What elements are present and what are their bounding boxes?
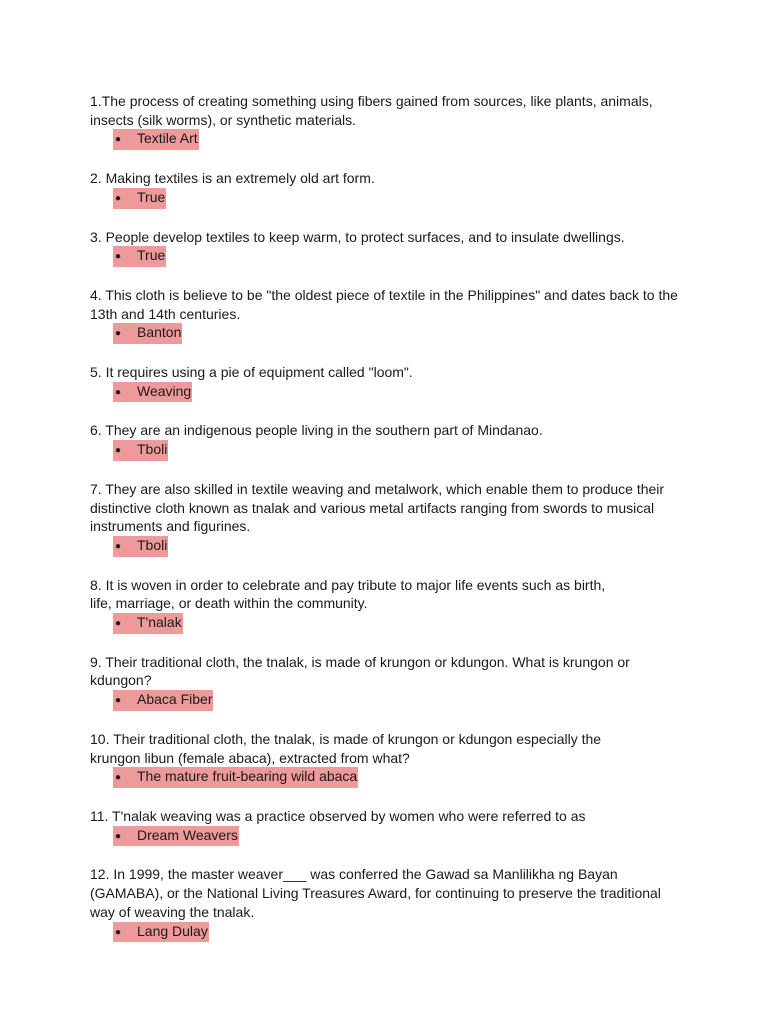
answer-highlight [113,536,168,557]
question-line: kdungon? [90,672,152,689]
answer-item [113,613,690,634]
answer-highlight [113,613,183,634]
question-line: 3. People develop textiles to keep warm, to protect surfaces, and to insulate dwellings. [90,228,625,245]
question-line: 12. In 1999, the master weaver___ was conferred the Gawad sa Manlilikha ng Bayan [90,866,618,883]
question-block [90,286,690,344]
answer-highlight [113,382,192,403]
quiz-document [90,92,690,961]
answer-item [113,536,690,557]
bullet-icon: ● [115,386,122,398]
answer-list [90,382,690,403]
question-text [90,92,690,129]
question-block [90,576,690,634]
answer-item [113,382,690,403]
answer-text: Abaca Fiber [137,691,213,708]
answer-item [113,922,690,943]
question-block [90,169,690,208]
answer-highlight [113,323,182,344]
bullet-icon: ● [115,134,122,146]
answer-list [90,690,690,711]
question-line: 1.The process of creating something using fibers gained from sources, like plants, animals, [90,93,653,109]
question-line: 7. They are also skilled in textile weaving and metalwork, which enable them to produce their [90,480,665,497]
bullet-icon: ● [115,695,122,707]
question-line: 10. Their traditional cloth, the tnalak, is made of krungon or kdungon especially the [90,730,602,747]
answer-text: Dream Weavers [137,826,238,843]
question-block [90,363,690,402]
question-block [90,865,690,942]
answer-highlight [113,922,209,943]
question-text [90,169,690,188]
answer-item [113,246,690,267]
question-block [90,653,690,711]
bullet-icon: ● [115,926,122,938]
question-text [90,653,690,690]
question-line: krungon libun (female abaca), extracted from what? [90,749,410,766]
question-line: insects (silk worms), or synthetic materials. [90,111,357,128]
question-block [90,480,690,557]
answer-list [90,323,690,344]
answer-list [90,922,690,943]
question-line: 2. Making textiles is an extremely old art form. [90,170,375,187]
answer-item [113,826,690,847]
answer-highlight [113,129,199,150]
answer-text: Tboli [137,536,168,553]
bullet-icon: ● [115,618,122,630]
answer-list [90,613,690,634]
bullet-icon: ● [115,251,122,263]
question-text [90,363,690,382]
bullet-icon: ● [115,445,122,457]
answer-list [90,440,690,461]
answer-highlight [113,690,213,711]
question-line: 5. It requires using a pie of equipment called "loom". [90,364,413,381]
answer-highlight [113,246,166,267]
question-text [90,228,690,247]
bullet-icon: ● [115,328,122,340]
question-line: 13th and 14th centuries. [90,305,241,322]
answer-list [90,826,690,847]
answer-list [90,536,690,557]
bullet-icon: ● [115,192,122,204]
question-text [90,421,690,440]
question-line: distinctive cloth known as tnalak and various metal artifacts ranging from swords to musical [90,499,655,516]
answer-text: The mature fruit-bearing wild abaca [137,768,358,785]
answer-item [113,767,690,788]
bullet-icon: ● [115,772,122,784]
bullet-icon: ● [115,540,122,552]
answer-text: Banton [137,324,182,341]
question-line: 9. Their traditional cloth, the tnalak, is made of krungon or kdungon. What is krungon or [90,653,630,670]
question-text [90,480,690,536]
answer-highlight [113,826,239,847]
answer-text: Textile Art [137,130,198,147]
question-text [90,286,690,323]
question-text [90,730,690,767]
answer-text: True [137,247,166,264]
answer-highlight [113,440,168,461]
answer-highlight [113,767,358,788]
answer-list [90,246,690,267]
question-line: 6. They are an indigenous people living in the southern part of Mindanao. [90,422,543,439]
question-block [90,228,690,267]
question-text [90,807,690,826]
answer-text: True [137,188,166,205]
question-line: 8. It is woven in order to celebrate and pay tribute to major life events such as birth, [90,576,606,593]
question-block [90,421,690,460]
question-block [90,92,690,150]
answer-item [113,690,690,711]
question-block [90,807,690,846]
question-line: instruments and figurines. [90,518,251,535]
answer-item [113,440,690,461]
bullet-icon: ● [115,830,122,842]
answer-item [113,188,690,209]
answer-list [90,129,690,150]
answer-text: Lang Dulay [137,922,208,939]
answer-list [90,767,690,788]
answer-item [113,129,690,150]
question-block [90,730,690,788]
answer-text: Weaving [137,382,192,399]
answer-highlight [113,188,166,209]
answer-text: T'nalak [137,614,182,631]
question-text [90,576,690,613]
question-line: way of weaving the tnalak. [90,903,255,920]
question-line: (GAMABA), or the National Living Treasures Award, for continuing to preserve the traditional [90,885,661,902]
answer-text: Tboli [137,441,168,458]
question-line: 11. T'nalak weaving was a practice observed by women who were referred to as [90,807,586,824]
answer-list [90,188,690,209]
answer-item [113,323,690,344]
question-line: life, marriage, or death within the community. [90,595,368,612]
question-text [90,865,690,921]
question-line: 4. This cloth is believe to be "the oldest piece of textile in the Philippines" and dates back to the [90,286,678,303]
